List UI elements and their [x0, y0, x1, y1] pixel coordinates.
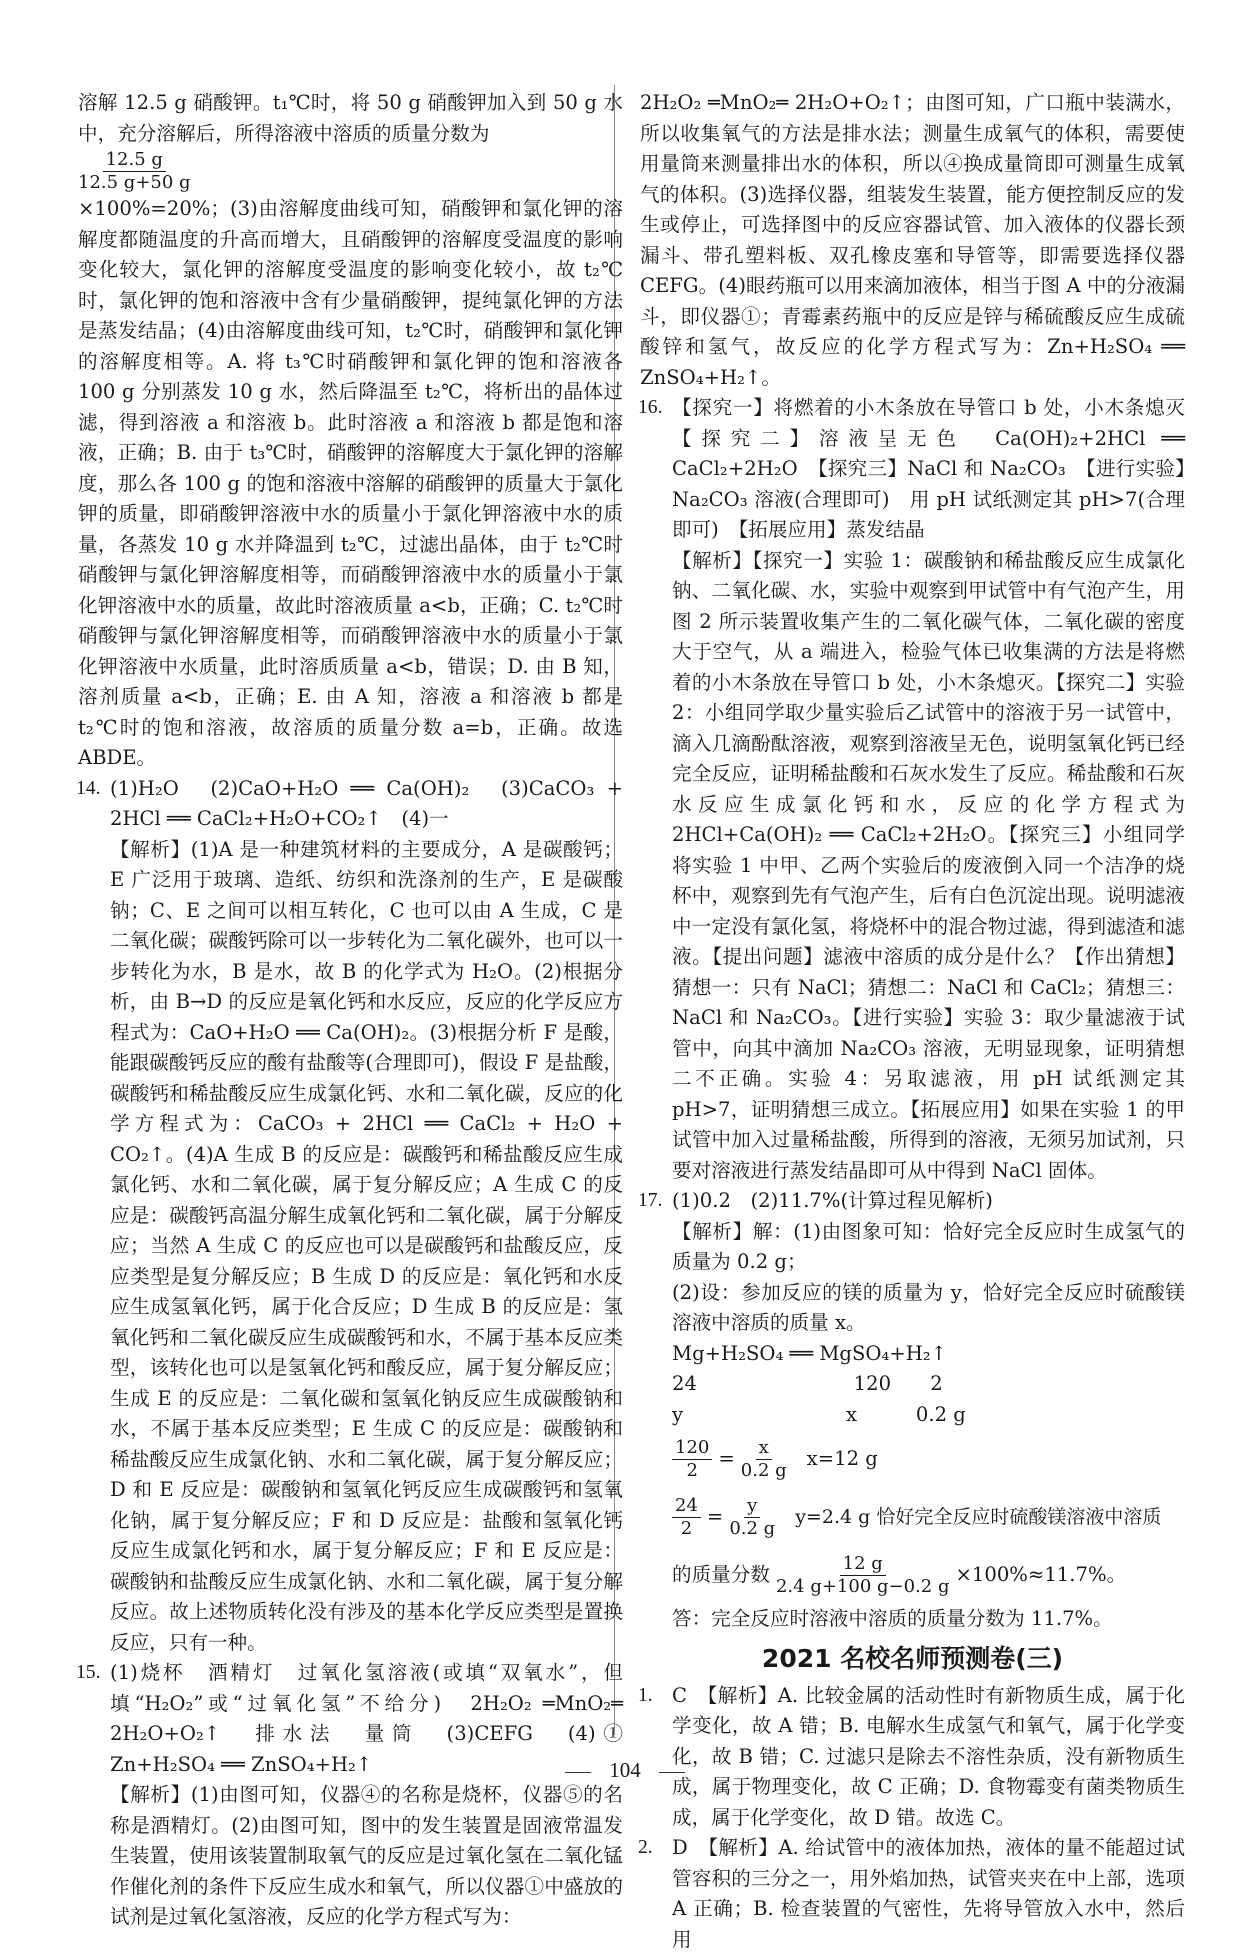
- question-number: 16.: [638, 397, 663, 418]
- question-1: [640, 1681, 1185, 1834]
- proportion-2: $\frac{24}{2}$ = $\frac{y}{0.2 g}$ y=2.4 g 恰好完全反应时硫酸镁溶液中溶质: [640, 1488, 1185, 1546]
- section-title: 2021 名校名师预测卷(三): [761, 1643, 1064, 1673]
- explanation: 【解析】(1)A 是一种建筑材料的主要成分，A 是碳酸钙；E 广泛用于玻璃、造纸、纺织和洗涤剂的生产，E 是碳酸钠；C、E 之间可以相互转化，C 也可以由 A 生成，C 是二氧化碳；碳酸钙除可以一步转化为二氧化碳外，也可以一步转化为水，B 是水，故 B 的化学式为 H₂O。(2)根据分析，由 B→D 的反应是氧化钙和水反应，反应的化学反应方程式为：CaO+H₂O ══ Ca(OH)₂。(3)根据分析 F 是酸，能跟碳酸钙反应的酸有盐酸等(合理即可)，假设 F 是盐酸，碳酸钙和稀盐酸反应生成氯化钙、水和二氧化碳，反应的化学方程式为：CaCO₃ + 2HCl ══ CaCl₂ + H₂O + CO₂↑。(4)A 生成 B 的反应是：碳酸钙和稀盐酸反应生成氯化钙、水和二氧化碳，属于复分解反应；A 生成 C 的反应是：碳酸钙高温分解生成氧化钙和二氧化碳，属于分解反应；当然 A 生成 C 的反应也可以是碳酸钙和盐酸反应，反应类型是复分解反应；B 生成 D 的反应是：氧化钙和水反应生成氢氧化钙，属于化合反应；D 生成 B 的反应是：氢氧化钙和二氧化碳反应生成碳酸钙和水，不属于基本反应类型，该转化也可以是氢氧化钙和酸反应，属于复分解反应；生成 E 的反应是：二氧化碳和氢氧化钠反应生成碳酸钠和水，不属于基本反应类型；E 生成 C 的反应是：碳酸钠和稀盐酸反应生成氯化钠、水和二氧化碳，属于复分解反应；D 和 E 反应是：碳酸钠和氢氧化钙反应生成碳酸钙和氢氧化钠，属于复分解反应；F 和 D 反应是：盐酸和氢氧化钙反应生成氯化钙和水，属于复分解反应；F 和 E 反应是：碳酸钠和盐酸反应生成氯化钠、水和二氧化碳，属于复分解反应。故上述物质转化没有涉及的基本化学反应类型是置换反应，只有一种。: [110, 837, 623, 1654]
- fraction-line: [78, 149, 623, 194]
- question-number: 17.: [638, 1190, 663, 1211]
- proportion-1: $\frac{120}{2}$ = $\frac{x}{0.2 g}$ x=12 g: [640, 1430, 1185, 1488]
- answer: C 【解析】A. 比较金属的活动性时有新物质生成，属于化学变化，故 A 错；B. 电解水生成氢气和氧气，属于化学变化，故 B 错；C. 过滤只是除去不溶性杂质，没有新物质生成，属于物理变化，故 C 正确；D. 食物霉变有菌类物质生成，属于化学变化，故 D 错。故选 C。: [672, 1683, 1185, 1829]
- question-number: 1.: [638, 1684, 653, 1706]
- question-16: [638, 393, 1205, 1186]
- fraction: $\frac{24}{2}$: [672, 1495, 701, 1540]
- dash-left: [565, 1772, 591, 1773]
- paragraph: 2H₂O₂ ═MnO₂═ 2H₂O+O₂↑；由图可知，广口瓶中装满水，所以收集氧气的方法是排水法；测量生成氧气的体积，需要使用量筒来测量排出水的体积，所以④换成量筒即可测量生成氧气的体积。(3)选择仪器，组装发生装置，能方便控制反应的发生或停止，可选择图中的反应容器试管、加入液体的仪器长颈漏斗、带孔塑料板、双孔橡皮塞和导管等，即需要选择仪器 CEFG。(4)眼药瓶可以用来滴加液体，相当于图 A 中的分液漏斗，即仪器①；青霉素药瓶中的反应是锌与稀硫酸反应生成硫酸锌和氢气，故反应的化学方程式写为：Zn+H₂SO₄ ══ ZnSO₄+H₂↑。: [640, 91, 1185, 389]
- fraction: $\frac{12.5 g}{12.5 g+50 g}$: [78, 149, 191, 193]
- right-column: [638, 88, 1205, 1955]
- paragraph: 溶解 12.5 g 硝酸钾。t₁℃时，将 50 g 硝酸钾加入到 50 g 水中，充分溶解后，所得溶液中溶质的质量分数为: [78, 91, 623, 145]
- question-number: 2.: [638, 1837, 653, 1858]
- question-14: [78, 774, 623, 1659]
- equation-row: y x 0.2 g: [672, 1402, 966, 1426]
- question-number: 14.: [76, 777, 101, 799]
- page-number: 104: [0, 1758, 1250, 1783]
- question-17: [640, 1186, 1185, 1339]
- answer: 【探究一】将燃着的小木条放在导管口 b 处，小木条熄灭 【探究二】溶液呈无色 Ca(OH)₂+2HCl ══ CaCl₂+2H₂O 【探究三】NaCl 和 Na₂CO₃ 【进行实验】Na₂CO₃ 溶液(合理即可) 用 pH 试纸测定其 pH>7(合理即可) 【拓展应用】蒸发结晶: [672, 396, 1205, 541]
- explanation: 【解析】【探究一】实验 1：碳酸钠和稀盐酸反应生成氯化钠、二氧化碳、水，实验中观察到甲试管中有气泡产生，用图 2 所示装置收集产生的二氧化碳气体，二氧化碳的密度大于空气，从 a 端进入，检验气体已收集满的方法是将燃着的小木条放在导管口 b 处，小木条熄灭。【探究二】实验 2：小组同学取少量实验后乙试管中的溶液于另一试管中，滴入几滴酚酞溶液，观察到溶液呈无色，说明氢氧化钙已经完全反应，证明稀盐酸和石灰水发生了反应。稀盐酸和石灰水反应生成氯化钙和水，反应的化学方程式为 2HCl+Ca(OH)₂ ══ CaCl₂+2H₂O。【探究三】小组同学将实验 1 中甲、乙两个实验后的废液倒入同一个洁净的烧杯中，观察到先有气泡产生，后有白色沉淀出现。说明滤液中一定没有氯化氢，将烧杯中的混合物过滤，得到滤渣和滤液。【提出问题】滤液中溶质的成分是什么？【作出猜想】猜想一：只有 NaCl；猜想二：NaCl 和 CaCl₂；猜想三：NaCl 和 Na₂CO₃。【进行实验】实验 3：取少量滤液于试管中，向其中滴加 Na₂CO₃ 溶液，无明显现象，证明猜想二不正确。实验 4：另取滤液，用 pH 试纸测定其 pH>7，证明猜想三成立。【拓展应用】如果在实验 1 的甲试管中加入过量稀盐酸，所得到的溶液，无须另加试剂，只要对溶液进行蒸发结晶即可从中得到 NaCl 固体。: [672, 548, 1185, 1182]
- fraction: $\frac{12 g}{2.4 g+100 g-0.2 g}$: [775, 1552, 950, 1597]
- answer: (1)烧杯 酒精灯 过氧化氢溶液(或填“双氧水”，但填“H₂O₂”或“过氧化氢”不给分) 2H₂O₂ ═MnO₂═ 2H₂O+O₂↑ 排水法 量筒 (3)CEFG (4)① Zn+H₂SO₄ ══ ZnSO₄+H₂↑: [110, 1661, 643, 1776]
- question-2: [640, 1833, 1185, 1955]
- answer: D 【解析】A. 给试管中的液体加热，液体的量不能超过试管容积的三分之一，用外焰加热，试管夹夹在中上部，选项 A 正确；B. 检查装置的气密性，先将导管放入水中，然后用: [672, 1836, 1185, 1951]
- paragraph: ×100%=20%；(3)由溶解度曲线可知，硝酸钾和氯化钾的溶解度都随温度的升高而增大，且硝酸钾的溶解度受温度的影响变化较大，氯化钾的溶解度受温度的影响变化较小，故 t₂℃时，氯化钾的饱和溶液中含有少量硝酸钾，提纯氯化钾的方法是蒸发结晶；(4)由溶解度曲线可知，t₂℃时，硝酸钾和氯化钾的溶解度相等。A. 将 t₃℃时硝酸钾和氯化钾的饱和溶液各 100 g 分别蒸发 10 g 水，然后降温至 t₂℃，将析出的晶体过滤，得到溶液 a 和溶液 b。此时溶液 a 和溶液 b 都是饱和溶液，正确；B. 由于 t₃℃时，硝酸钾的溶解度大于氯化钾的溶解度，那么各 100 g 的饱和溶液中溶解的硝酸钾的质量大于氯化钾的质量，即硝酸钾溶液中水的质量小于氯化钾溶液中水的质量，各蒸发 10 g 水并降温到 t₂℃，过滤出晶体，由于 t₂℃时硝酸钾与氯化钾溶解度相等，而硝酸钾溶液中水的质量小于氯化钾溶液中水的质量，故此时溶液质量 a<b，正确；C. t₂℃时硝酸钾与氯化钾溶解度相等，而硝酸钾溶液中水的质量小于氯化钾溶液中水质量，此时溶质质量 a<b，错误；D. 由 B 知，溶剂质量 a<b，正确；E. 由 A 知，溶液 a 和溶液 b 都是 t₂℃时的饱和溶液，故溶质的质量分数 a=b，正确。故选 ABDE。: [78, 197, 623, 769]
- fraction: $\frac{120}{2}$: [672, 1437, 712, 1482]
- explanation: 【解析】解：(1)由图象可知：恰好完全反应时生成氢气的质量为 0.2 g；: [672, 1219, 1185, 1273]
- fraction: $\frac{x}{0.2 g}$: [740, 1436, 787, 1481]
- fraction: $\frac{y}{0.2 g}$: [729, 1494, 776, 1539]
- final-answer: 答：完全反应时溶液中溶质的质量分数为 11.7%。: [672, 1607, 1113, 1630]
- dash-right: [659, 1772, 685, 1773]
- equation-row: 24 120 2: [672, 1372, 943, 1395]
- equation: Mg+H₂SO₄ ══ MgSO₄+H₂↑: [672, 1341, 948, 1365]
- mass-fraction: 的质量分数 $\frac{12 g}{2.4 g+100 g-0.2 g}$ ×100%≈11.7%。: [672, 1552, 1127, 1597]
- answer: (1)H₂O (2)CaO+H₂O ══ Ca(OH)₂ (3)CaCO₃ + 2HCl ══ CaCl₂+H₂O+CO₂↑ (4)一: [110, 776, 623, 830]
- question-number: 15.: [76, 1662, 101, 1683]
- explanation: (2)设：参加反应的镁的质量为 y，恰好完全反应时硫酸镁溶液中溶质的质量 x。: [672, 1280, 1185, 1334]
- answer: (1)0.2 (2)11.7%(计算过程见解析): [672, 1189, 993, 1212]
- explanation: 【解析】(1)由图可知，仪器④的名称是烧杯，仪器⑤的名称是酒精灯。(2)由图可知，图中的发生装置是固液常温发生装置，使用该装置制取氧气的反应是过氧化氢在二氧化锰作催化剂的条件下反应生成水和氧气，所以仪器①中盛放的试剂是过氧化氢溶液，反应的化学方程式写为：: [110, 1783, 623, 1928]
